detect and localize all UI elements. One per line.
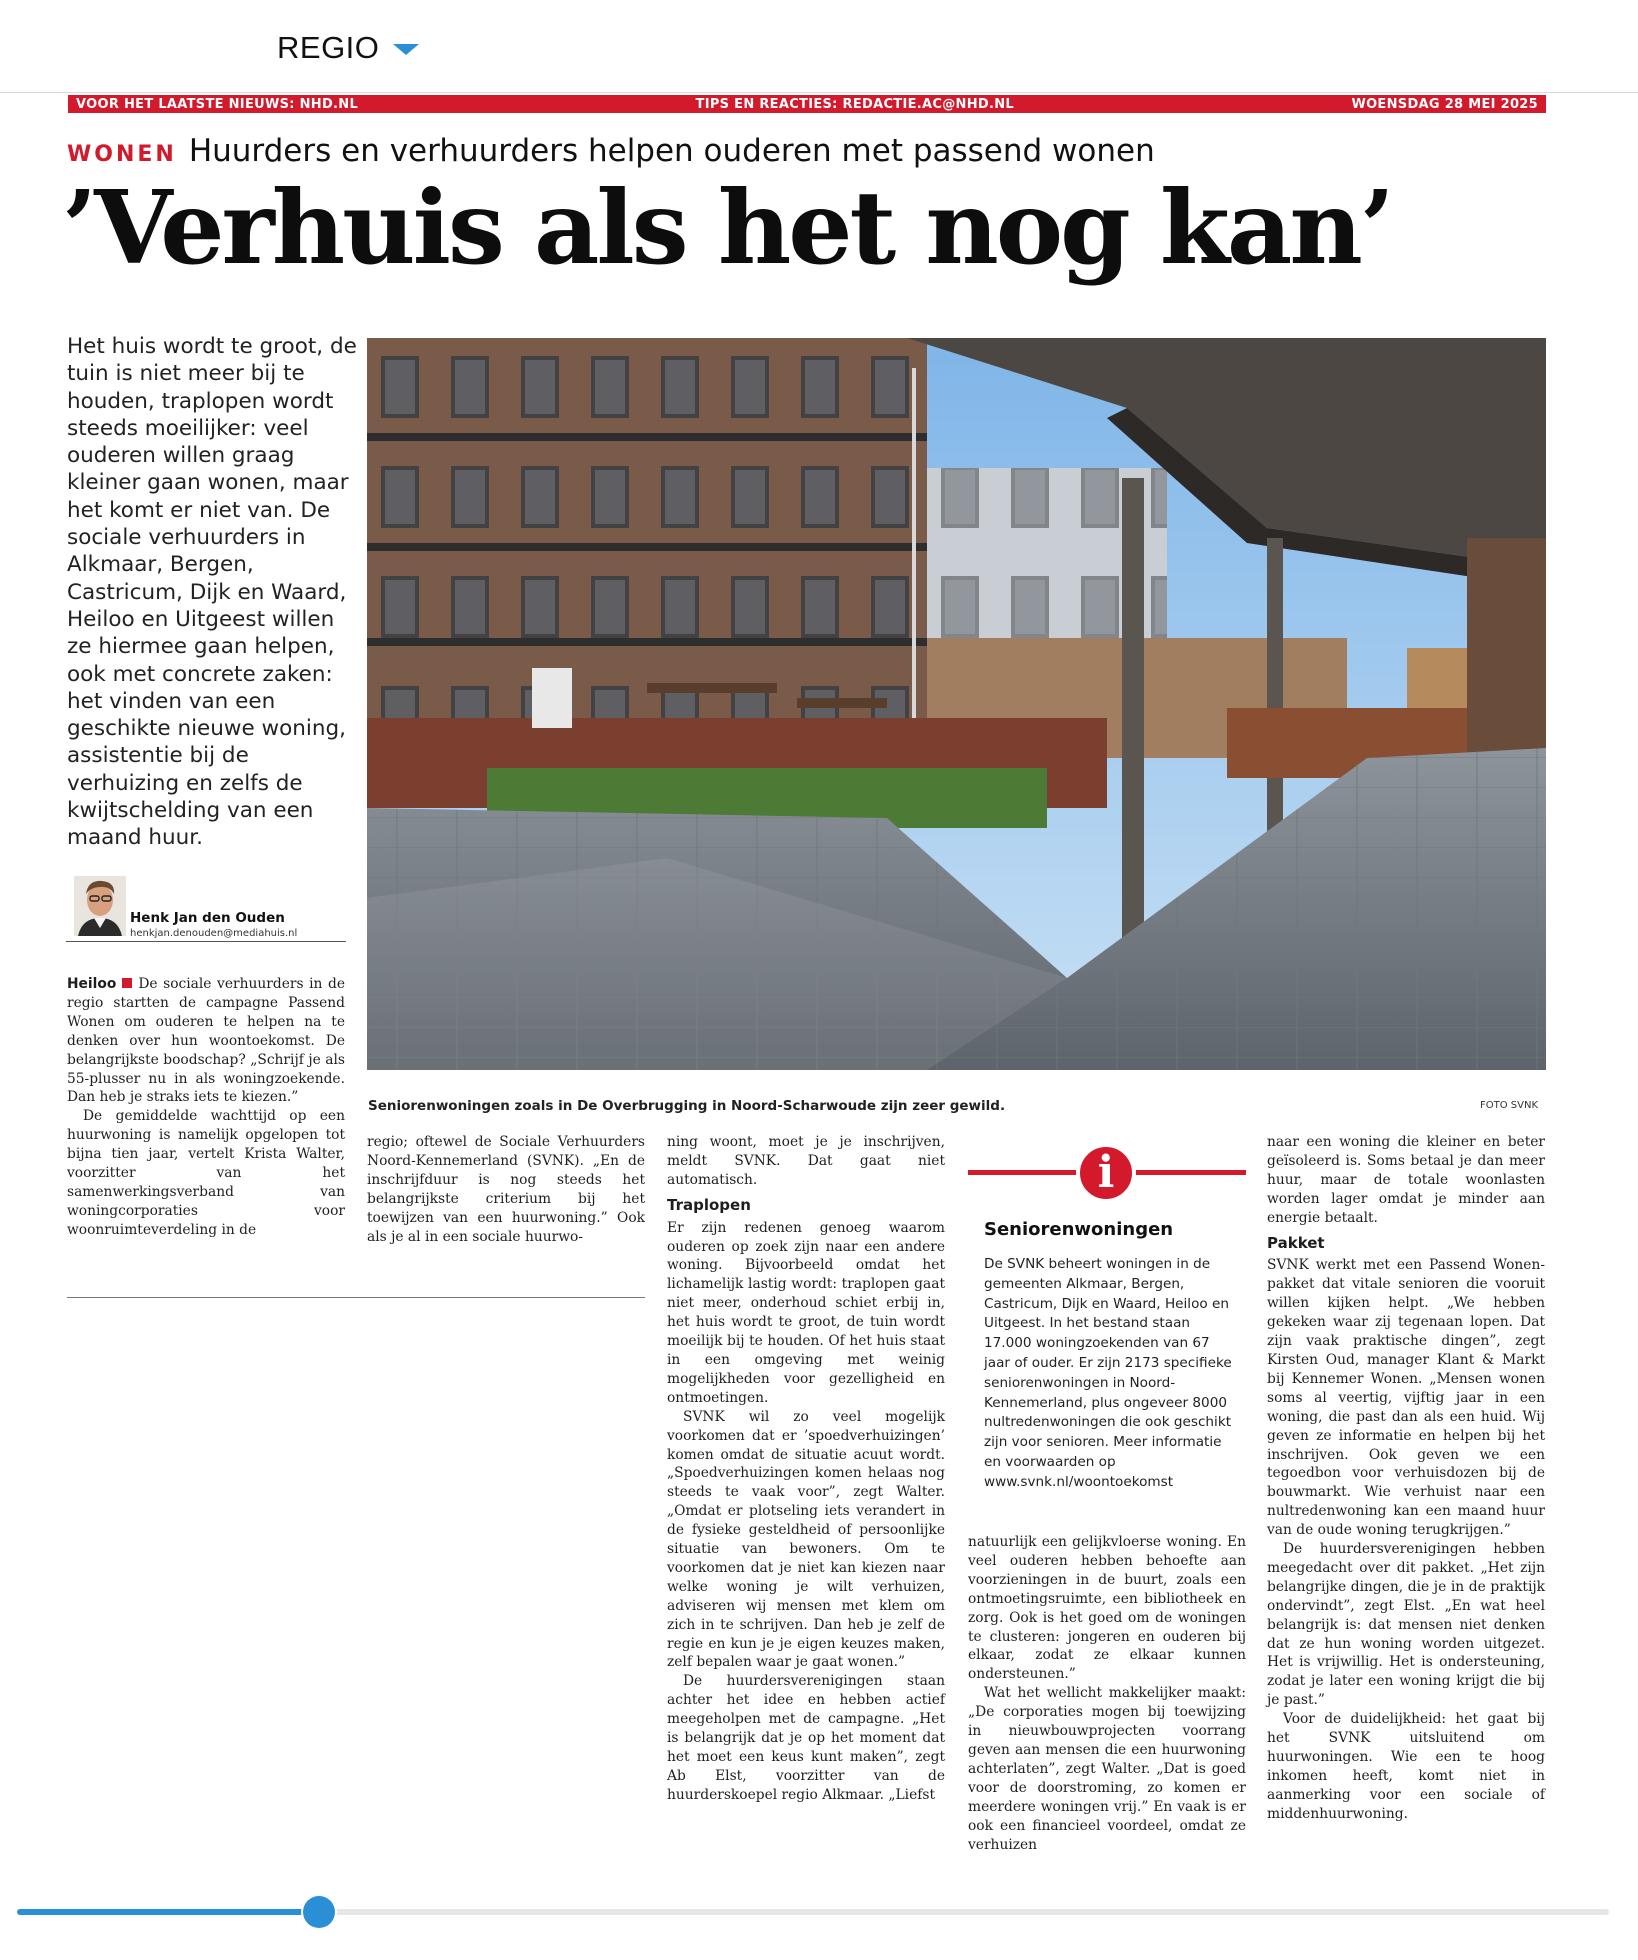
article-headline: ’Verhuis als het nog kan’ (62, 168, 1392, 287)
article-column-2 (367, 1133, 645, 1246)
article-kicker (67, 133, 1155, 169)
author-email: henkjan.denouden@mediahuis.nl (130, 928, 298, 939)
subheading-traplopen: Traplopen (667, 1195, 751, 1214)
author-block (66, 872, 346, 942)
paragraph: naar een woning die kleiner en beter geïsoleerd is. Soms betaal je dan meer huur, maar de totale woonlasten worden lager omdat je minder aan energie betaalt. (1267, 1134, 1545, 1226)
info-icon: i (1076, 1143, 1136, 1203)
paragraph: Wat het wellicht makkelijker maakt: „De corporaties mogen bij toewijzing in nieuwbouwprojecten voorrang geven aan mensen die een huurwoning achterlaten”, zegt Walter. „Dat is goed voor de doorstroming, zo komen er meerdere woningen vrij.” En vaak is er ook een financieel voordeel, omdat ze verhuizen (968, 1685, 1246, 1853)
page-progress-handle[interactable] (303, 1896, 335, 1928)
info-box-text: De SVNK beheert woningen in de gemeenten Alkmaar, Bergen, Castricum, Dijk en Waard, Heiloo en Uitgeest. In het bestand staan 17.000 woningzoekenden van 67 jaar of ouder. Er zijn 2173 specifieke seniorenwoningen in Noord-Kennemerland, plus ongeveer 8000 nultredenwoningen die ook geschikt zijn voor senioren. Meer informatie en voorwaarden op www.svnk.nl/woontoekomst (984, 1256, 1232, 1490)
article-column-1 (67, 975, 345, 1240)
article-column-4 (968, 1533, 1246, 1854)
article-photo (367, 338, 1546, 1070)
article-intro: Het huis wordt te groot, de tuin is niet meer bij te houden, traplopen wordt steeds moeilijker: veel ouderen willen graag kleiner gaan wonen, maar het komt er niet van. De sociale verhuurders in Alkmaar, Bergen, Castricum, Dijk en Waard, Heiloo en Uitgeest willen ze hiermee gaan helpen, ook met concrete zaken: het vinden van een geschikte nieuwe woning, assistentie bij de verhuizing en zelfs de kwijtschelding van een maand huur. (67, 334, 357, 851)
paragraph: natuurlijk een gelijkvloerse woning. En veel ouderen hebben behoefte aan voorzieningen in de buurt, zoals een ontmoetingsruimte, een bibliotheek en zorg. Ook is het goed om de woningen te clusteren: jongeren en ouderen bij elkaar, zodat ze elkaar kunnen ondersteunen.” (968, 1534, 1246, 1683)
article-column-3 (667, 1133, 945, 1805)
paragraph: Voor de duidelijkheid: het gaat bij het SVNK uitsluitend om huurwoningen. Wie een te hoog inkomen heeft, komt niet in aanmerking voor een sociale of middenhuurwoning. (1267, 1711, 1545, 1822)
article-column-5 (1267, 1133, 1545, 1824)
photo-credit: FOTO SVNK (1480, 1100, 1539, 1111)
paragraph: Er zijn redenen genoeg waarom ouderen op zoek zijn naar een andere woning. Bijvoorbeeld omdat het lichamelijk lastig wordt: traplopen gaat niet meer, onderhoud schiet erbij in, het huis wordt te groot, de tuin wordt moeilijk bij te houden. Of het huis staat in een omgeving met weinig mogelijkheden voor gezelligheid en ontmoetingen. (667, 1219, 945, 1406)
dateline-square-icon (122, 978, 132, 988)
paragraph: SVNK wil zo veel mogelijk voorkomen dat er ’spoedverhuizingen’ komen omdat de situatie acuut wordt. „Spoedverhuizingen komen helaas nog steeds te vaak voor”, zegt Walter. „Omdat er plotseling iets verandert in de fysieke gesteldheid of persoonlijke situatie van bewoners. Om te voorkomen dat je niet kan kiezen naar welke woning je wilt verhuizen, adviseren wij mensen met klem om zich in te schrijven. Dan heb je zelf de regie en kun je je eigen keuzes maken, zelf bepalen waar je gaat wonen.” (667, 1408, 945, 1671)
info-box-title: Seniorenwoningen (984, 1219, 1174, 1240)
kicker-subtitle: Huurders en verhuurders helpen ouderen met passend wonen (188, 133, 1155, 169)
chevron-down-icon (393, 44, 419, 55)
strip-left-text: VOOR HET LAATSTE NIEUWS: NHD.NL (76, 96, 359, 112)
paragraph: De huurdersverenigingen hebben meegedacht over dit pakket. „Het zijn belangrijke dingen, die je in de praktijk ondervindt”, zegt Elst. „En wat heel belangrijk is: dat mensen niet denken dat ze hun woning worden uitgezet. Het is vrijwillig. Het is ondersteuning, zodat je later een woning krijgt die bij je past.” (1267, 1541, 1545, 1709)
page-progress-fill (17, 1909, 319, 1915)
app-header (0, 0, 1638, 93)
paragraph: De gemiddelde wachttijd op een huurwoning is namelijk opgelopen tot bijna tien jaar, vertelt Krista Walter, voorzitter van het samenwerkingsverband van woningcorporaties voor woonruimteverdeling in de (67, 1108, 345, 1238)
paragraph: De huurdersverenigingen staan achter het idee en hebben actief meegeholpen met de campagne. „Het is belangrijk dat je op het moment dat het moet een keus kunt maken”, zegt Ab Elst, voorzitter van de huurderskoepel regio Alkmaar. „Liefst (667, 1673, 945, 1803)
page-progress-track[interactable] (17, 1909, 1609, 1915)
paragraph: SVNK werkt met een Passend Wonen-pakket dat vitale senioren die vooruit willen kijken helpt. „We hebben gekeken waar zij tegenaan lopen. Dat zijn vaak praktische dingen”, zegt Kirsten Oud, manager Klant & Markt bij Kennemer Wonen. „Mensen wonen soms al veertig, vijftig jaar in een woning, die past dan als een huid. Wij geven ze informatie en helpen bij het inschrijven. Ook geven we een tegoedbon voor verhuisdozen bij de bouwmarkt. Wie verhuist naar een nultredenwoning kan een maand huur van de oude woning terugkrijgen.” (1267, 1257, 1545, 1539)
dateline-place: Heiloo (67, 976, 117, 992)
author-name: Henk Jan den Ouden (130, 910, 285, 926)
section-label: REGIO (277, 30, 380, 65)
author-divider (66, 941, 346, 942)
strip-center-text: TIPS EN REACTIES: REDACTIE.AC@NHD.NL (695, 96, 1014, 112)
newspaper-top-strip (68, 95, 1546, 113)
paragraph: regio; oftewel de Sociale Verhuurders Noord-Kennemerland (SVNK). „En de inschrijfduur is nog steeds het belangrijkste criterium bij het toewijzen van een huurwoning.” Ook als je al in een sociale huurwo- (367, 1134, 645, 1245)
section-dropdown[interactable] (277, 30, 419, 66)
kicker-tag: WONEN (67, 142, 177, 167)
paragraph: ning woont, moet je je inschrijven, meldt SVNK. Dat gaat niet automatisch. (667, 1134, 945, 1188)
subheading-pakket: Pakket (1267, 1233, 1325, 1252)
strip-date: WOENSDAG 28 MEI 2025 (1351, 96, 1538, 112)
column-divider (67, 1297, 645, 1298)
author-avatar (74, 876, 126, 936)
info-box (968, 1140, 1246, 1520)
paragraph: De sociale verhuurders in de regio startten de campagne Passend Wonen om ouderen te helpen na te denken over hun woontoekomst. De belangrijkste boodschap? „Schrijf je als 55-plusser nu in als woningzoekende. Dan heb je straks iets te kiezen.” (67, 976, 345, 1106)
photo-caption: Seniorenwoningen zoals in De Overbrugging in Noord-Scharwoude zijn zeer gewild. (368, 1098, 1006, 1114)
